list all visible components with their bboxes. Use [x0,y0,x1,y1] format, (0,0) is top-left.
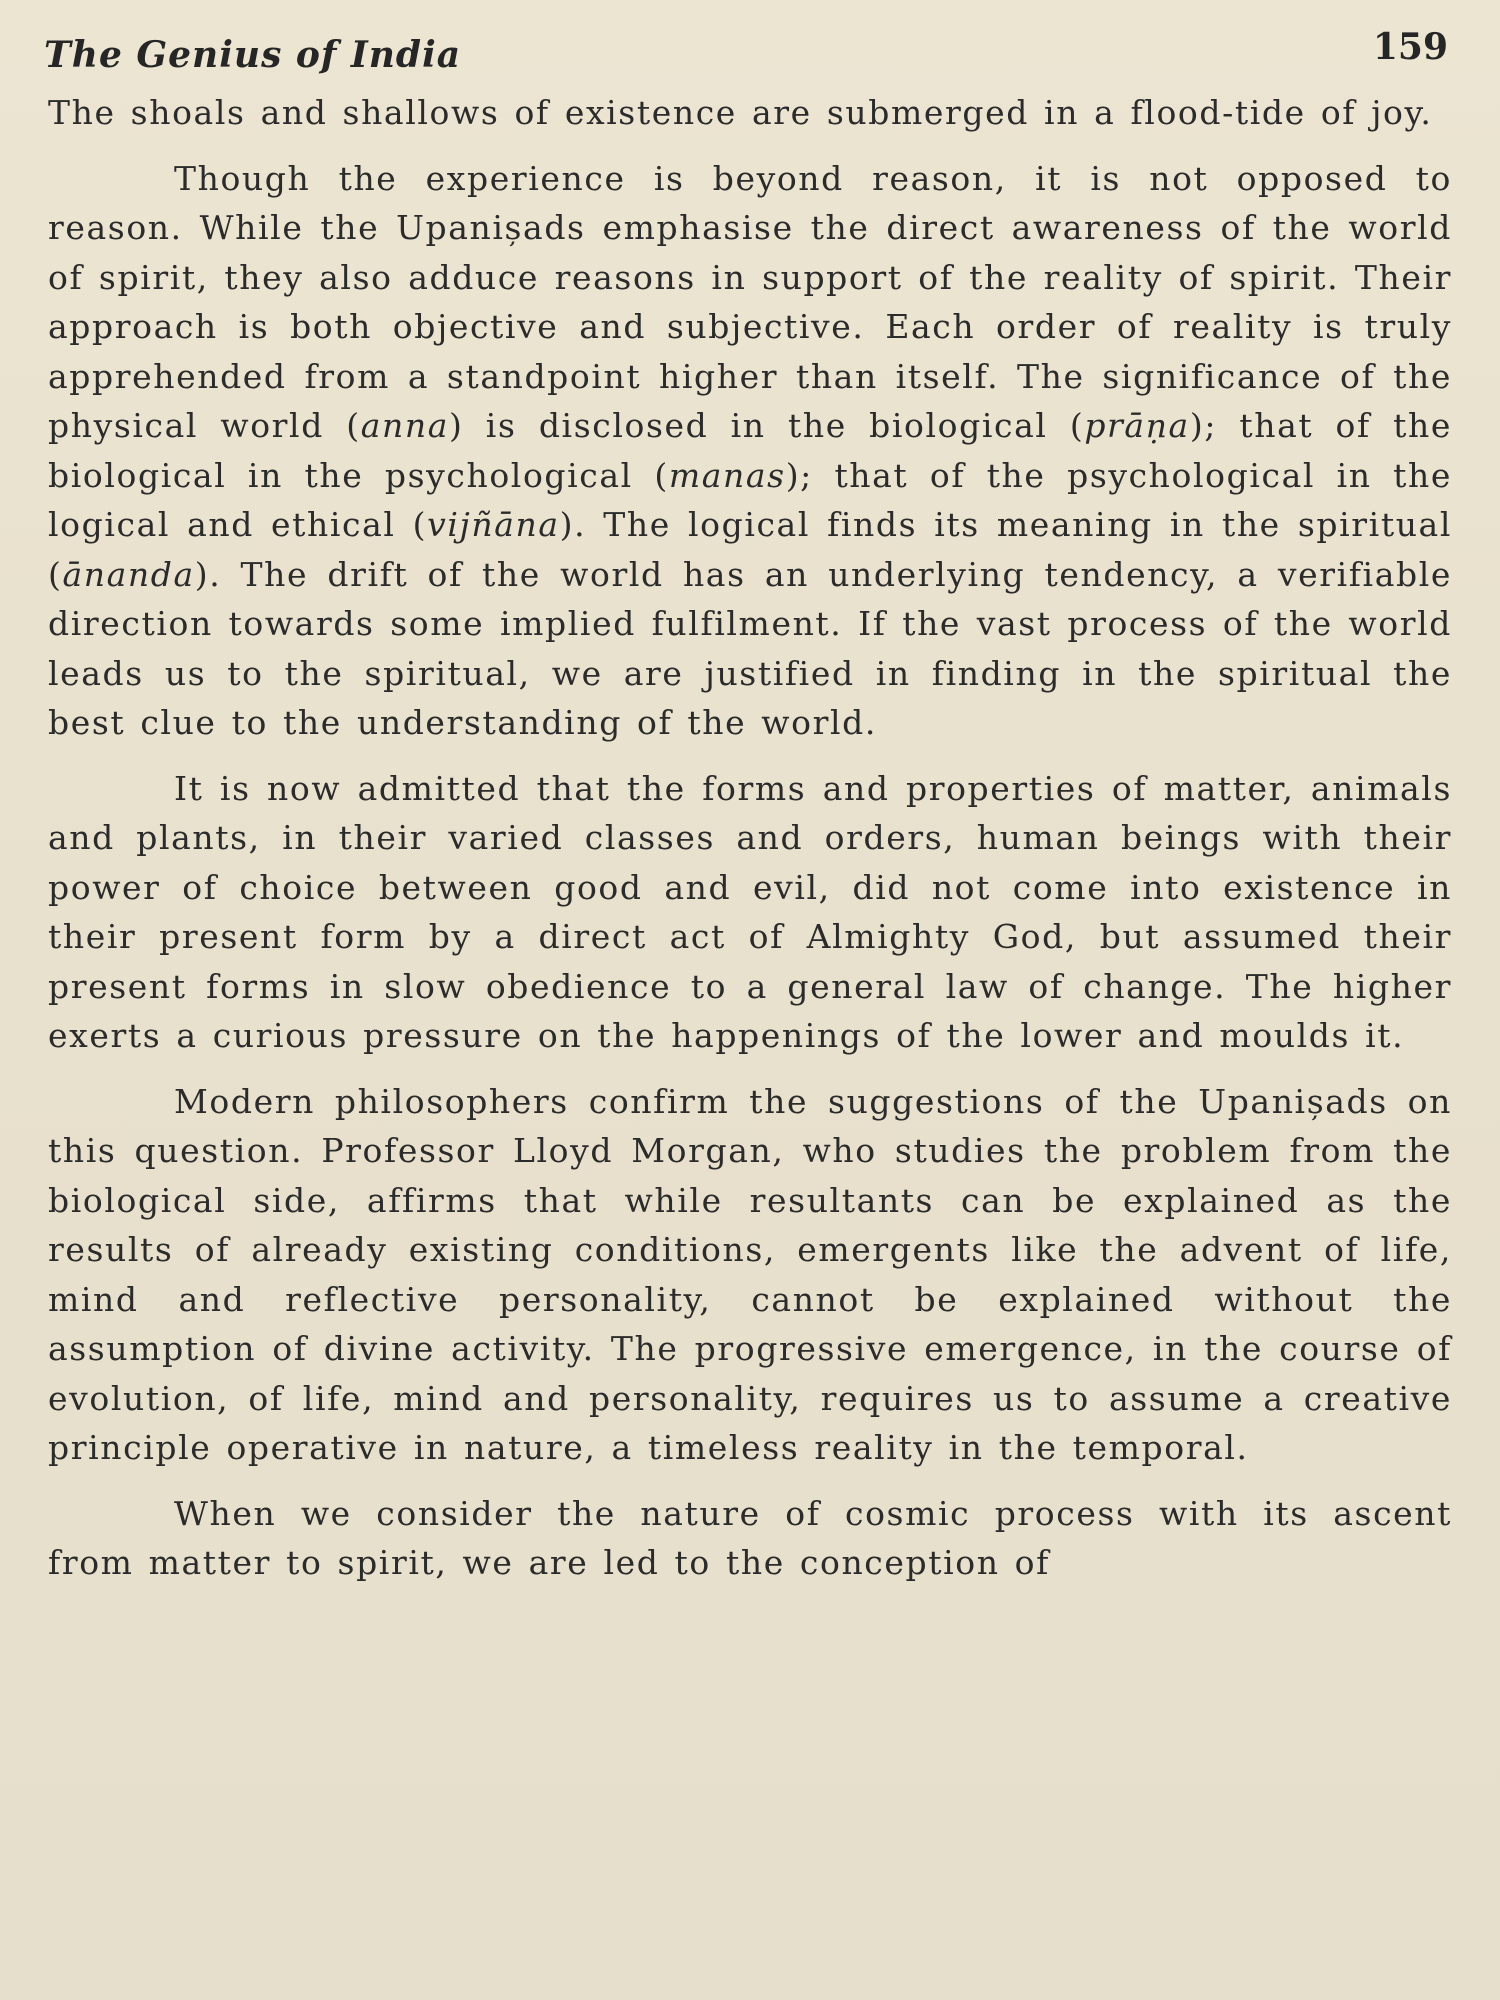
text-run: Though the experience is beyond reason, it is not opposed to reason. While the Upanișads emphasise the direct awareness of the world of spirit, they also adduce reasons in support of the reality of spirit. Their approach is both objective and subjective. Each order of reality is truly apprehended from a standpoint higher than itself. The significance of the physical world ( [48,158,1452,445]
paragraph [48,88,1452,138]
text-run: Modern philosophers confirm the suggestions of the Upanișads on this question. Professor Lloyd Morgan, who studies the problem from the biological side, affirms that while resultants can be explained as the results of already existing conditions, emergents like the advent of life, mind and reflective personality, cannot be explained without the assumption of divine activity. The progressive emergence, in the course of evolution, of life, mind and personality, requires us to assume a creative principle operative in nature, a timeless reality in the temporal. [48,1081,1452,1467]
paragraph [48,154,1452,748]
text-run: ). The logical finds its meaning in the spiritual ( [48,505,1452,594]
sanskrit-term: ānanda [62,554,195,594]
sanskrit-term: prāṇa [1084,406,1190,445]
sanskrit-term: vijñāna [427,505,560,544]
page-number: 159 [1372,26,1448,68]
text-run: ); that of the biological in the psychological ( [48,406,1452,495]
page-header [44,26,1448,86]
paragraph [48,764,1452,1061]
text-run: ). The drift of the world has an underlying tendency, a verifiable direction towards some implied fulfilment. If the vast process of the world leads us to the spiritual, we are justified in finding in the spiritual the best clue to the understanding of the world. [48,554,1452,742]
paragraph [48,1077,1452,1473]
running-title: The Genius of India [44,34,462,76]
page-body [48,88,1452,1604]
sanskrit-term: manas [668,455,786,495]
text-run: ) is disclosed in the biological ( [449,406,1085,445]
text-run: It is now admitted that the forms and properties of matter, animals and plants, in their varied classes and orders, human beings with their power of choice between good and evil, did not come into existence in their present form by a direct act of Almighty God, but assumed their present forms in slow obedience to a general law of change. The higher exerts a curious pressure on the happenings of the lower and moulds it. [48,768,1452,1055]
sanskrit-term: anna [360,406,449,445]
paragraph [48,1489,1452,1588]
text-run: ); that of the psychological in the logical and ethical ( [48,455,1452,544]
text-run: When we consider the nature of cosmic process with its ascent from matter to spirit, we are led to the conception of [48,1493,1452,1582]
text-run: The shoals and shallows of existence are submerged in a flood-tide of joy. [48,93,1433,132]
